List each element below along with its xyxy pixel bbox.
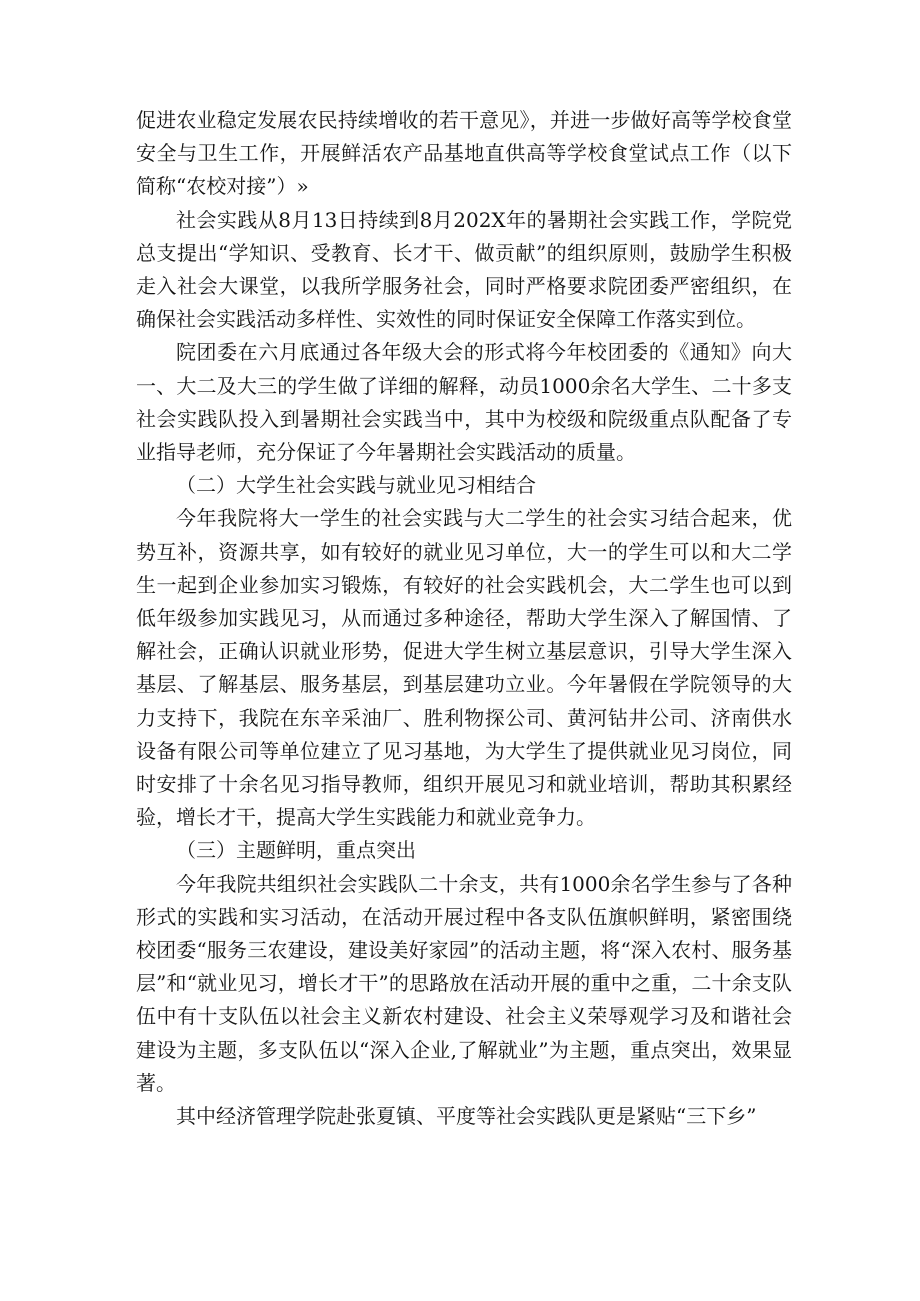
- section-heading-3: （三）主题鲜明，重点突出: [176, 838, 416, 863]
- paragraph-economics-team: 其中经济管理学院赴张夏镇、平度等社会实践队更是紧贴“三下乡”: [176, 1104, 757, 1129]
- paragraph-theme: 今年我院共组织社会实践队二十余支，共有1000余名学生参与了各种形式的实践和实习活动，在活动开展过程中各支队伍旗帜鲜明，紧密围绕校团委“服务三农建设，建设美好家园”的活动主题，将“深入农村、服务基层”和“就业见习，增长才干”的思路放在活动开展的重中之重，二十余支队伍中有十支队伍以社会主义新农村建设、社会主义荣辱观学习及和谐社会建设为主题，多支队伍以“深入企业,了解就业”为主题，重点突出，效果显著。: [136, 871, 792, 1095]
- paragraph-league-notice: 院团委在六月底通过各年级大会的形式将今年校团委的《通知》向大一、大二及大三的学生做了详细的解释，动员1000余名大学生、二十多支社会实践队投入到暑期社会实践当中，其中为校级和院级重点队配备了专业指导老师，充分保证了今年暑期社会实践活动的质量。: [136, 340, 792, 465]
- section-heading-2: （二）大学生社会实践与就业见习相结合: [176, 473, 536, 498]
- document-page: [136, 104, 792, 1133]
- paragraph-practice-period: 社会实践从8月13日持续到8月202X年的暑期社会实践工作，学院党总支提出“学知识、受教育、长才干、做贡献”的组织原则，鼓励学生积极走入社会大课堂，以我所学服务社会，同时严格要求院团委严密组织，在确保社会实践活动多样性、实效性的同时保证安全保障工作落实到位。: [136, 207, 792, 332]
- paragraph-internship: 今年我院将大一学生的社会实践与大二学生的社会实习结合起来，优势互补，资源共享，如有较好的就业见习单位，大一的学生可以和大二学生一起到企业参加实习锻炼，有较好的社会实践机会，大二学生也可以到低年级参加实践见习，从而通过多种途径，帮助大学生深入了解国情、了解社会，正确认识就业形势，促进大学生树立基层意识，引导大学生深入基层、了解基层、服务基层，到基层建功立业。今年暑假在学院领导的大力支持下，我院在东辛采油厂、胜利物探公司、黄河钻井公司、济南供水设备有限公司等单位建立了见习基地，为大学生了提供就业见习岗位，同时安排了十余名见习指导教师，组织开展见习和就业培训，帮助其积累经验，增长才干，提高大学生实践能力和就业竞争力。: [136, 506, 792, 830]
- paragraph-continuation: 促进农业稳定发展农民持续增收的若干意见》，并进一步做好高等学校食堂安全与卫生工作，开展鲜活农产品基地直供高等学校食堂试点工作（以下简称“农校对接”）»: [136, 108, 792, 199]
